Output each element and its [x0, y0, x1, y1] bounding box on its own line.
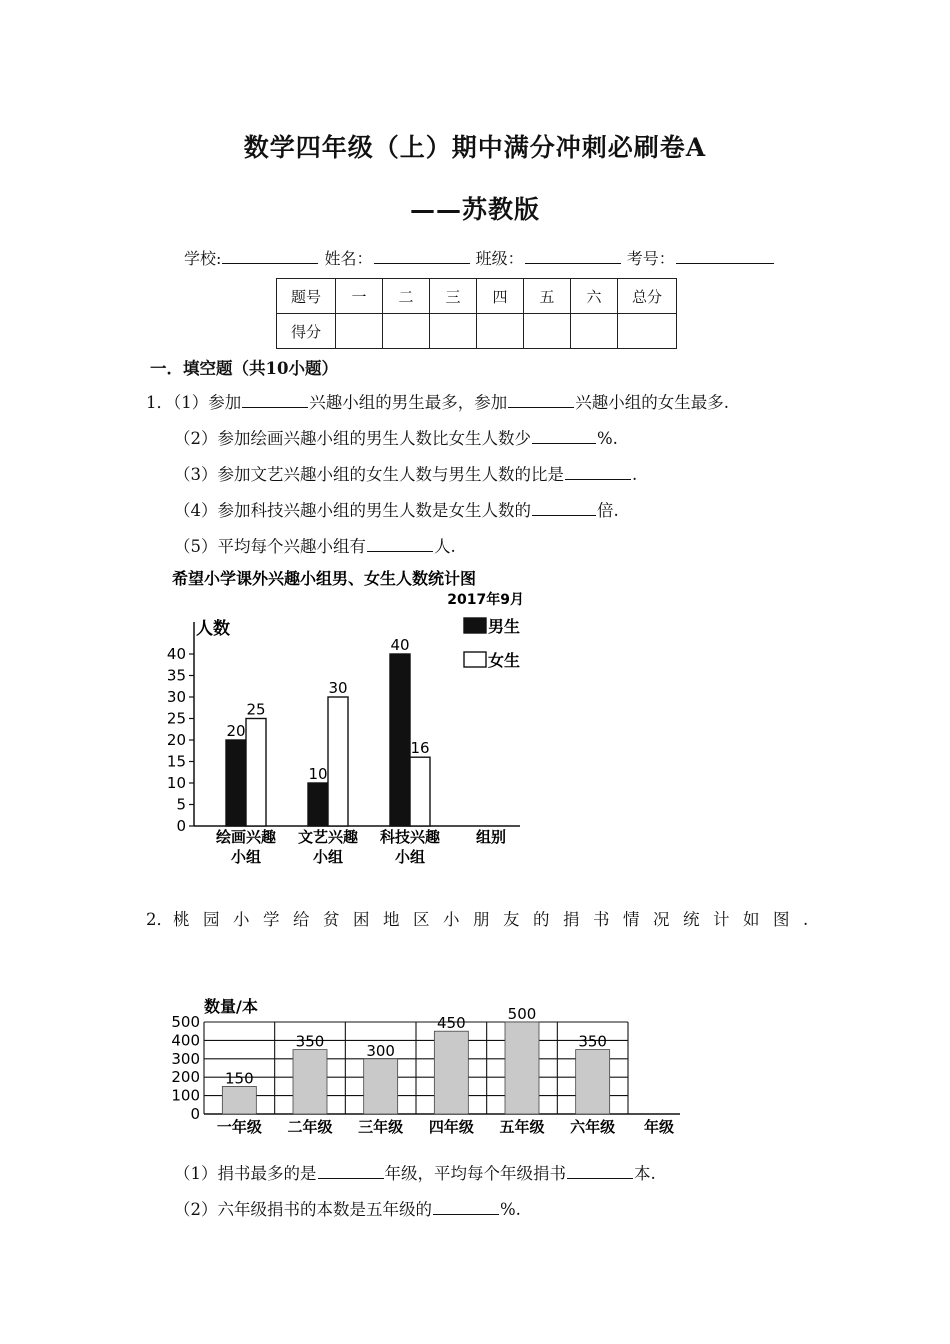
q1-text: .	[632, 465, 638, 484]
score-cell: 四	[477, 279, 524, 314]
answer-blank[interactable]	[565, 478, 631, 480]
q1-text: 兴趣小组的女生最多.	[575, 393, 729, 412]
q2-text: %.	[500, 1200, 521, 1219]
chart2-x-axis-label: 年级	[644, 1118, 675, 1136]
page-subtitle: ——苏教版	[409, 195, 540, 224]
q1-text: %.	[597, 429, 618, 448]
chart2-category-label: 三年级	[358, 1118, 404, 1136]
chart2-data-label: 350	[295, 1032, 325, 1051]
q1-part5	[174, 533, 456, 557]
q1-part1	[146, 389, 729, 413]
chart1-x-axis-label: 组别	[476, 828, 507, 846]
chart1-y-tick-label: 10	[166, 774, 186, 792]
chart2-category-label: 二年级	[287, 1118, 333, 1136]
chart1-subtitle: 2017年9月	[447, 592, 524, 608]
q2-text: （2）六年级捐书的本数是五年级的	[174, 1200, 432, 1219]
chart1-data-label: 30	[328, 679, 348, 697]
chart2-category-label: 五年级	[499, 1118, 545, 1136]
q2-part1	[174, 1160, 656, 1184]
q1-text: （2）参加绘画兴趣小组的男生人数比女生人数少	[174, 429, 531, 448]
chart1-bar-girls	[328, 697, 348, 826]
chart2-y-axis-label: 数量/本	[204, 997, 258, 1016]
score-entry[interactable]	[336, 314, 383, 349]
score-cell: 三	[430, 279, 477, 314]
student-info-line	[184, 246, 775, 269]
score-table-score-row	[277, 314, 677, 349]
chart1-category-label: 小组	[394, 848, 426, 866]
chart2-bar	[222, 1086, 256, 1114]
score-cell: 二	[383, 279, 430, 314]
chart2-bar	[434, 1031, 468, 1114]
chart2-bar	[505, 1022, 539, 1114]
score-cell: 六	[571, 279, 618, 314]
chart1-y-tick-label: 20	[166, 731, 186, 749]
q2-text: 年级，平均每个年级捐书	[384, 1164, 566, 1183]
chart2-category-label: 一年级	[216, 1118, 262, 1136]
chart1-y-axis-label: 人数	[196, 619, 230, 639]
chart1-y-tick-label: 0	[176, 817, 186, 835]
chart-book-donations	[160, 992, 700, 1142]
chart2-data-label: 500	[507, 1005, 537, 1023]
answer-blank[interactable]	[367, 550, 433, 552]
q2-stem	[146, 906, 822, 930]
chart1-category-label: 绘画兴趣	[215, 828, 277, 846]
q2-part2	[174, 1196, 521, 1220]
chart2-data-label: 350	[578, 1032, 607, 1051]
school-label: 学校:	[184, 249, 222, 268]
score-row-label: 得分	[277, 314, 336, 349]
score-table	[276, 278, 677, 349]
score-entry[interactable]	[618, 314, 677, 349]
chart1-category-label: 小组	[230, 848, 262, 866]
q1-text: （4）参加科技兴趣小组的男生人数是女生人数的	[174, 501, 531, 520]
page-title: 数学四年级（上）期中满分冲刺必刷卷A	[243, 133, 707, 162]
q2-text: （1）捐书最多的是	[174, 1164, 317, 1183]
chart1-category-label: 文艺兴趣	[297, 828, 359, 846]
chart1-legend-swatch	[464, 618, 486, 633]
chart1-data-label: 16	[410, 739, 430, 758]
answer-blank[interactable]	[242, 406, 308, 408]
school-field[interactable]	[222, 262, 318, 264]
chart2-bar	[364, 1059, 398, 1114]
answer-blank[interactable]	[508, 406, 574, 408]
chart1-legend-label: 女生	[488, 651, 521, 670]
chart2-category-label: 四年级	[428, 1118, 474, 1136]
answer-blank[interactable]	[318, 1177, 384, 1179]
chart1-bar-boys	[226, 740, 246, 826]
chart1-legend-swatch	[464, 652, 486, 667]
exam-number-field[interactable]	[676, 262, 774, 264]
q1-text: 兴趣小组的男生最多，参加	[309, 393, 508, 412]
chart2-y-tick-label: 0	[190, 1105, 200, 1123]
chart1-legend-label: 男生	[488, 617, 521, 636]
score-table-header-row	[277, 279, 677, 314]
score-cell: 总分	[618, 279, 677, 314]
q1-part3	[174, 461, 637, 485]
exam-number-label: 考号：	[626, 249, 675, 268]
chart2-bar	[293, 1050, 327, 1114]
answer-blank[interactable]	[433, 1213, 499, 1215]
class-field[interactable]	[525, 262, 621, 264]
chart1-data-label: 20	[226, 722, 246, 740]
chart2-y-tick-label: 500	[171, 1013, 200, 1031]
score-cell: 五	[524, 279, 571, 314]
chart1-data-label: 40	[390, 636, 410, 654]
chart1-bar-girls	[410, 757, 430, 826]
chart1-data-label: 10	[308, 765, 328, 783]
chart-interest-groups	[160, 562, 540, 872]
q1-part4	[174, 497, 619, 521]
name-label: 姓名：	[324, 249, 373, 268]
chart2-data-label: 450	[437, 1014, 466, 1033]
class-label: 班级：	[475, 249, 524, 268]
chart1-y-tick-label: 30	[166, 688, 186, 706]
q1-text: 人.	[434, 537, 456, 556]
chart2-bar	[576, 1050, 610, 1114]
score-entry[interactable]	[430, 314, 477, 349]
chart2-y-tick-label: 400	[171, 1031, 200, 1050]
answer-blank[interactable]	[532, 442, 596, 444]
answer-blank[interactable]	[532, 514, 596, 516]
score-cell: 一	[336, 279, 383, 314]
chart1-bar-boys	[308, 783, 328, 826]
chart1-y-tick-label: 15	[166, 752, 186, 771]
chart1-y-tick-label: 5	[176, 795, 186, 814]
q1-text: 倍.	[597, 501, 619, 520]
q1-text: （5）平均每个兴趣小组有	[174, 537, 366, 556]
chart2-y-tick-label: 200	[171, 1068, 200, 1087]
chart2-data-label: 150	[225, 1069, 254, 1088]
score-entry[interactable]	[477, 314, 524, 349]
chart1-bar-boys	[390, 654, 410, 826]
chart1-y-tick-label: 25	[166, 709, 186, 728]
chart1-category-label: 小组	[312, 848, 344, 866]
q1-text: （1）参加	[173, 393, 242, 412]
chart1-category-label: 科技兴趣	[379, 828, 441, 846]
chart2-y-tick-label: 300	[171, 1049, 200, 1068]
chart2-data-label: 300	[366, 1041, 395, 1060]
chart1-y-tick-label: 40	[166, 645, 186, 663]
score-entry[interactable]	[383, 314, 430, 349]
q1-part2	[174, 425, 618, 449]
score-cell: 题号	[277, 279, 336, 314]
name-field[interactable]	[374, 262, 470, 264]
answer-blank[interactable]	[567, 1177, 633, 1179]
q2-stem-text: 桃园小学给贫困地区小朋友的捐书情况统计如图.	[173, 910, 822, 929]
q2-text: 本.	[634, 1164, 656, 1183]
chart2-category-label: 六年级	[570, 1118, 616, 1136]
chart1-bar-girls	[246, 719, 266, 827]
q2-number: 2．	[146, 910, 173, 929]
q1-number: 1．	[146, 393, 173, 412]
chart1-data-label: 25	[246, 700, 266, 719]
chart1-y-tick-label: 35	[166, 666, 186, 685]
section-heading: 一．填空题（共10小题）	[150, 359, 338, 378]
chart1-title: 希望小学课外兴趣小组男、女生人数统计图	[172, 569, 477, 588]
score-entry[interactable]	[524, 314, 571, 349]
chart2-y-tick-label: 100	[171, 1086, 200, 1105]
q1-text: （3）参加文艺兴趣小组的女生人数与男生人数的比是	[174, 465, 564, 484]
score-entry[interactable]	[571, 314, 618, 349]
